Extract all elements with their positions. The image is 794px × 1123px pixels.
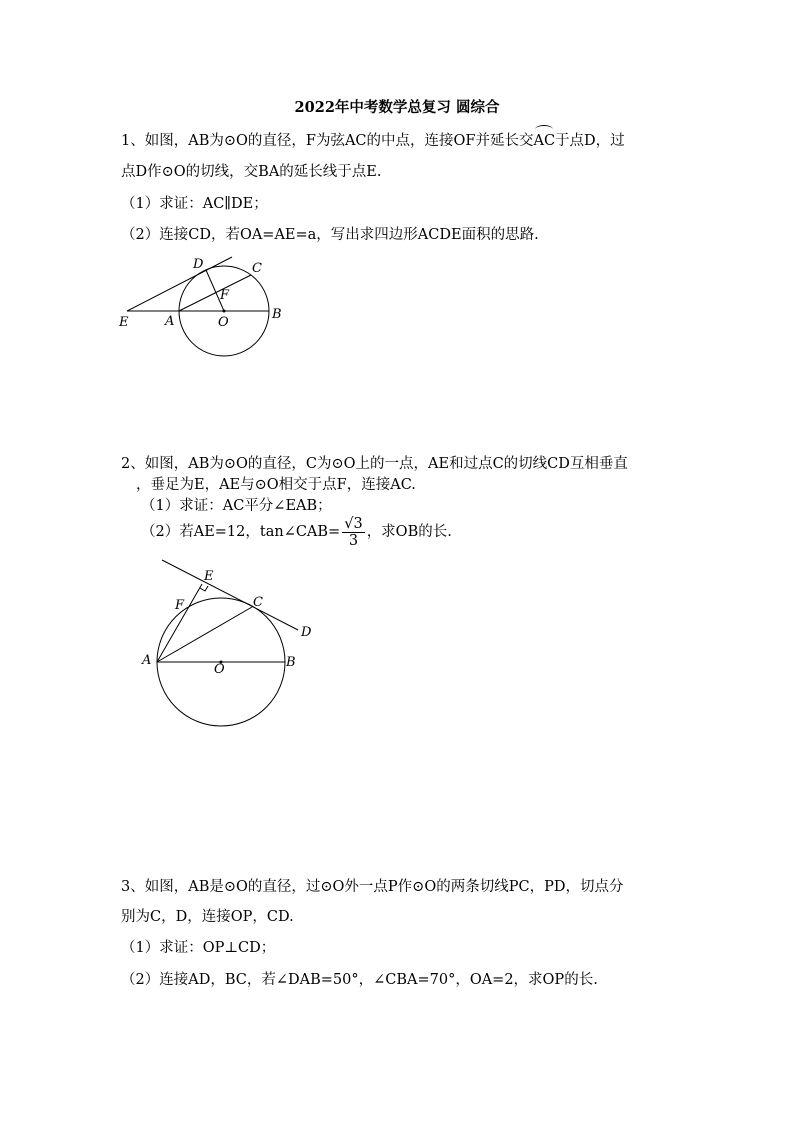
q2-sub2 [141,514,452,550]
fig1-label-f: F [220,288,230,303]
q3-line2: 别为C，D，连接OP，CD. [121,909,294,925]
fig1-center-dot [223,310,226,313]
fig2-label-b: B [286,655,296,670]
q3-line1: 3、如图，AB是⊙O的直径，过⊙O外一点P作⊙O的两条切线PC，PD，切点分 [121,879,624,895]
fig2-label-e: E [204,569,214,584]
fig1-label-c: C [252,261,262,276]
q3-sub2: （2）连接AD，BC，若∠DAB=50°，∠CBA=70°，OA=2，求OP的长. [121,972,598,988]
figure-2 [157,560,298,726]
fig2-label-c: C [253,595,263,610]
q2-sub1: （1）求证：AC平分∠EAB； [141,498,332,514]
q2-line2: ，垂足为E，AE与⊙O相交于点F，连接AC. [136,477,416,493]
fig1-label-b: B [272,307,282,322]
q2-sub2-b: ，求OB的长. [366,524,452,540]
fig2-label-o: O [214,662,225,677]
q2-fraction [342,516,364,549]
q3-sub1: （1）求证：OP⊥CD； [121,940,276,956]
fig1-label-e: E [119,315,129,330]
fig1-label-a: A [165,314,175,329]
fig2-chord-ac [157,607,252,662]
fig2-label-a: A [142,653,152,668]
q1-arc-ac: AC [533,133,556,149]
q2-fraction-numerator: √3 [344,515,363,532]
q1-line1-a: 1、如图，AB为⊙O的直径，F为弦AC的中点，连接OF并延长交 [121,133,534,149]
q2-fraction-denominator: 3 [348,532,359,549]
q2-line1: 2、如图，AB为⊙O的直径，C为⊙O上的一点，AE和过点C的切线CD互相垂直 [121,456,628,472]
q1-line1-b: 于点D，过 [555,133,625,149]
page-title: 2022年中考数学总复习 圆综合 [294,99,500,116]
q2-sub2-a: （2）若AE=12，tan∠CAB= [141,524,341,540]
q1-line2: 点D作⊙O的切线，交BA的延长线于点E. [121,164,382,180]
fig2-label-f: F [175,598,185,613]
fig2-line-ae [157,584,202,662]
fig2-label-d: D [301,625,312,640]
fig1-label-d: D [193,257,204,272]
fig1-label-o: O [218,315,229,330]
q1-sub2: （2）连接CD，若OA=AE=a，写出求四边形ACDE面积的思路. [121,227,539,243]
fig2-right-angle-mark [200,586,208,591]
q1-sub1: （1）求证：AC∥DE； [121,196,268,212]
fig1-chord-ac [179,275,251,311]
